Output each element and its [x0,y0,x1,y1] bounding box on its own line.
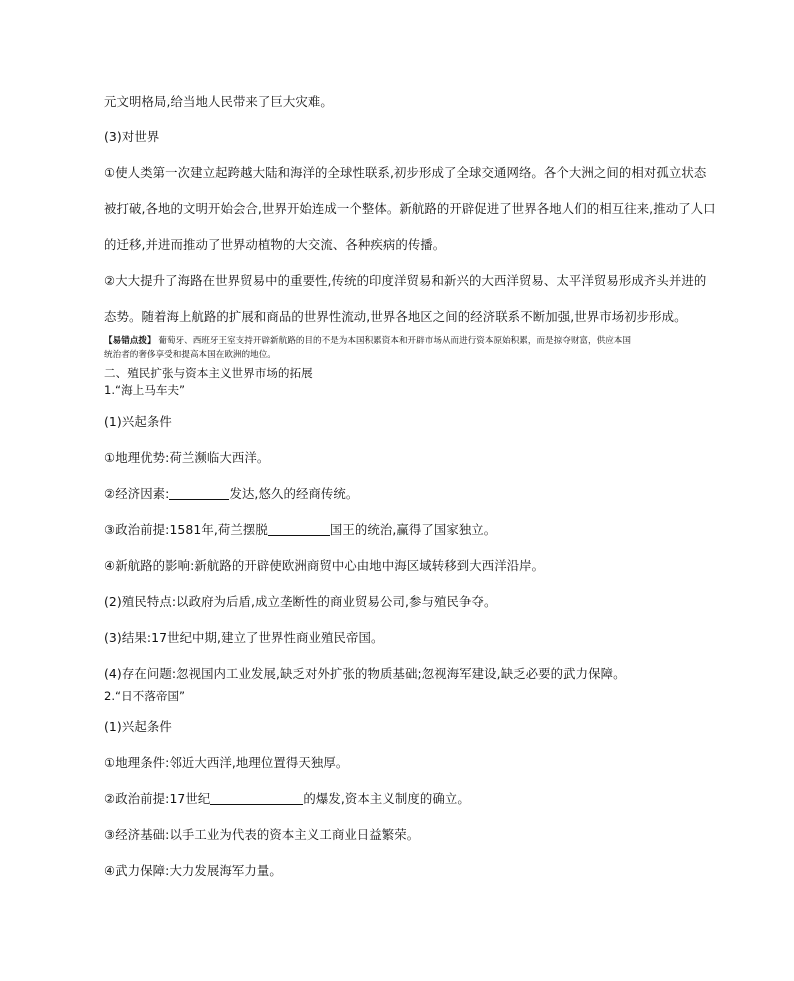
dutch-result: (3)结果:17世纪中期,建立了世界性商业殖民帝国。 [104,630,384,645]
world-point-1-line-1: ①使人类第一次建立起跨越大陆和海洋的全球性联系,初步形成了全球交通网络。各个大洲之间的相对孤立状态 [104,165,707,180]
fill-blank-revolution[interactable] [210,792,303,805]
subsection-world-title: (3)对世界 [104,129,160,144]
dutch-condition-geography: ①地理优势:荷兰濒临大西洋。 [104,450,270,465]
heading-british-title: 2.“日不落帝国” [104,689,186,703]
world-point-1-line-2: 被打破,各地的文明开始会合,世界开始连成一个整体。新航路的开辟促进了世界各地人们的相互往来,推动了人口 [104,201,716,216]
heading-dutch-title: 1.“海上马车夫” [104,383,186,397]
dutch-economy-suffix: 发达,悠久的经商传统。 [229,486,359,501]
british-rise-conditions-title: (1)兴起条件 [104,719,172,734]
british-condition-economy: ③经济基础:以手工业为代表的资本主义工商业日益繁荣。 [104,827,420,842]
world-point-1-line-3: 的迁移,并进而推动了世界动植物的大交流、各种疾病的传播。 [104,237,446,252]
dutch-condition-new-routes: ④新航路的影响:新航路的开辟使欧洲商贸中心由地中海区域转移到大西洋沿岸。 [104,558,545,573]
dutch-colonial-features: (2)殖民特点:以政府为后盾,成立垄断性的商业贸易公司,参与殖民争夺。 [104,594,497,609]
fill-blank-king[interactable] [268,523,330,536]
error-tip-text: 葡萄牙、西班牙王室支持开辟新航路的目的不是为本国积累资本和开辟市场从而进行资本原始积累，而是掠夺财富，供应本国 [158,336,631,346]
error-tip-note-line-2: 统治者的奢侈享受和提高本国在欧洲的地位。 [104,350,276,360]
dutch-politics-suffix: 国王的统治,赢得了国家独立。 [329,522,497,537]
british-politics-prefix: ②政治前提:17世纪 [104,791,211,806]
dutch-condition-politics [104,522,496,538]
british-condition-geography: ①地理条件:邻近大西洋,地理位置得天独厚。 [104,755,349,770]
fill-blank-economy[interactable] [169,487,229,500]
dutch-rise-conditions-title: (1)兴起条件 [104,414,172,429]
error-tip-tag: 【易错点拨】 [104,336,156,346]
world-point-2-line-2: 态势。随着海上航路的扩展和商品的世界性流动,世界各地区之间的经济联系不断加强,世界市场初步形成。 [104,309,687,324]
world-point-2-line-1: ②大大提升了海路在世界贸易中的重要性,传统的印度洋贸易和新兴的大西洋贸易、太平洋贸易形成齐头并进的 [104,273,707,288]
british-condition-politics [104,791,470,807]
dutch-problems: (4)存在问题:忽视国内工业发展,缺乏对外扩张的物质基础;忽视海军建设,缺乏必要的武力保障。 [104,666,626,681]
dutch-politics-prefix: ③政治前提:1581年,荷兰摆脱 [104,522,268,537]
british-condition-military: ④武力保障:大力发展海军力量。 [104,863,282,878]
british-politics-suffix: 的爆发,资本主义制度的确立。 [303,791,470,806]
dutch-condition-economy [104,486,358,502]
error-tip-note-line-1 [104,336,631,347]
dutch-economy-prefix: ②经济因素: [104,486,170,501]
paragraph-continuation: 元文明格局,给当地人民带来了巨大灾难。 [104,94,333,109]
section-2-title: 二、殖民扩张与资本主义世界市场的拓展 [104,366,313,380]
